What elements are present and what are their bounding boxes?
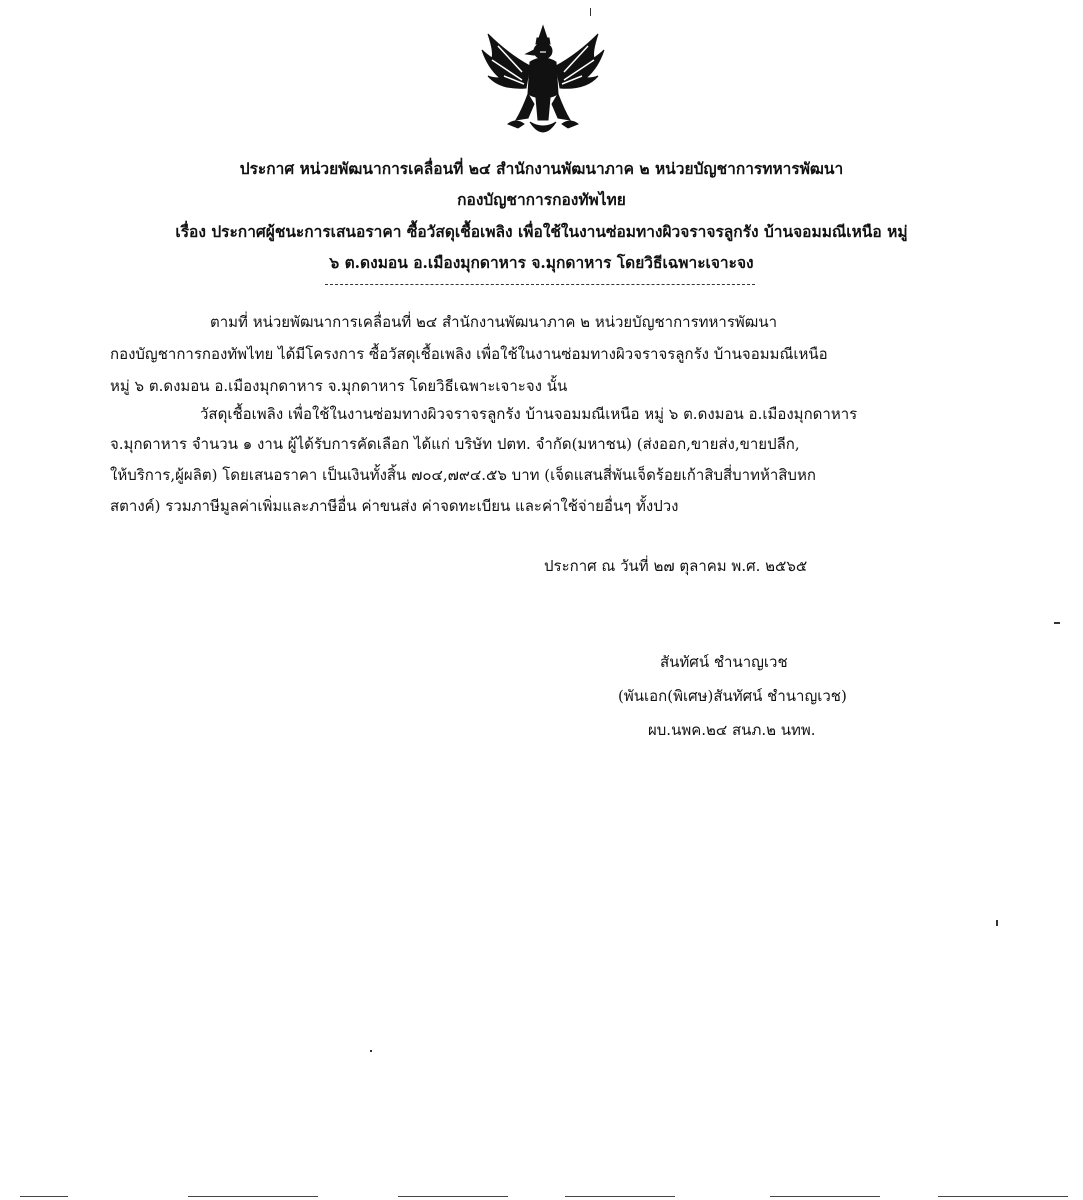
header-title-line-2: กองบัญชาการกองทัพไทย [457,190,626,209]
scan-speck [590,8,591,16]
header-title-line-1: ประกาศ หน่วยพัฒนาการเคลื่อนที่ ๒๔ สำนักงานพัฒนาภาค ๒ หน่วยบัญชาการทหารพัฒนา [239,159,844,178]
scan-artifact-line [770,1196,880,1197]
scan-speck [1054,622,1060,624]
paragraph-2-line-4: สตางค์) รวมภาษีมูลค่าเพิ่มและภาษีอื่น ค่าขนส่ง ค่าจดทะเบียน และค่าใช้จ่ายอื่นๆ ทั้งปวง [110,497,679,515]
scan-artifact-line [398,1196,508,1197]
paragraph-1-line-2: กองบัญชาการกองทัพไทย ได้มีโครงการ ซื้อวัสดุเชื้อเพลิง เพื่อใช้ในงานซ่อมทางผิวจราจรลูกรัง บ้านจอมมณีเหนือ [110,345,828,363]
scan-artifact-line [938,1196,1068,1197]
signature-position: ผบ.นพค.๒๔ สนภ.๒ นทพ. [648,721,816,739]
header-subject-line-2: ๖ ต.ดงมอน อ.เมืองมุกดาหาร จ.มุกดาหาร โดยวิธีเฉพาะเจาะจง [329,253,754,272]
header-subject-line-1: เรื่อง ประกาศผู้ชนะการเสนอราคา ซื้อวัสดุเชื้อเพลิง เพื่อใช้ในงานซ่อมทางผิวจราจรลูกรัง บ้านจอมมณีเหนือ หมู่ [175,222,908,241]
announcement-date: ประกาศ ณ วันที่ ๒๗ ตุลาคม พ.ศ. ๒๕๖๕ [544,557,808,575]
divider [325,284,755,285]
scan-artifact-line [20,1196,68,1197]
scan-artifact-line [188,1196,318,1197]
paragraph-1-line-3: หมู่ ๖ ต.ดงมอน อ.เมืองมุกดาหาร จ.มุกดาหาร โดยวิธีเฉพาะเจาะจง นั้น [110,377,568,395]
paragraph-2-line-1: วัสดุเชื้อเพลิง เพื่อใช้ในงานซ่อมทางผิวจราจรลูกรัง บ้านจอมมณีเหนือ หมู่ ๖ ต.ดงมอน อ.เมืองมุกดาหาร [200,405,858,423]
scan-speck [996,920,998,926]
paragraph-1-line-1: ตามที่ หน่วยพัฒนาการเคลื่อนที่ ๒๔ สำนักงานพัฒนาภาค ๒ หน่วยบัญชาการทหารพัฒนา [210,313,778,331]
scan-speck [370,1050,372,1052]
garuda-emblem-icon [478,24,608,142]
paragraph-2-line-2: จ.มุกดาหาร จำนวน ๑ งาน ผู้ได้รับการคัดเลือก ได้แก่ บริษัท ปตท. จำกัด(มหาชน) (ส่งออก,ขายส่ง,ขายปลีก, [110,435,800,453]
paragraph-2-line-3: ให้บริการ,ผู้ผลิต) โดยเสนอราคา เป็นเงินทั้งสิ้น ๗๐๔,๗๙๔.๕๖ บาท (เจ็ดแสนสี่พันเจ็ดร้อยเก้าสิบสี่บาทห้าสิบหก [110,466,816,484]
scan-artifact-line [565,1196,675,1197]
signature-rank-name: (พันเอก(พิเศษ)สันทัศน์ ชำนาญเวช) [618,687,847,705]
signature-name: สันทัศน์ ชำนาญเวช [660,653,788,671]
